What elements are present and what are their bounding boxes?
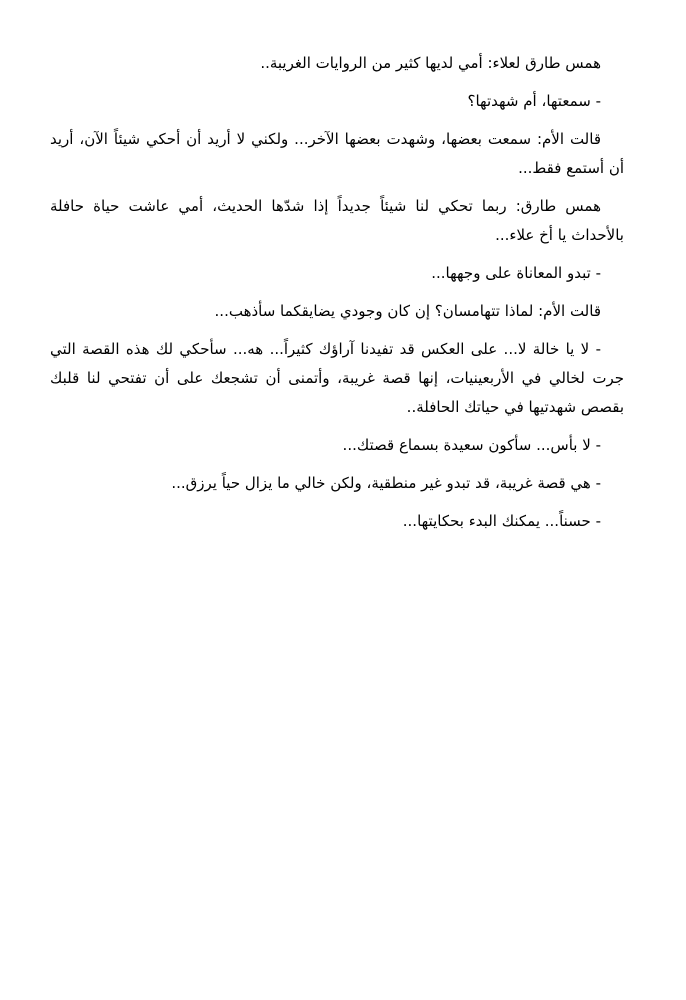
paragraph: قالت الأم: لماذا تتهامسان؟ إن كان وجودي يضايقكما سأذهب... bbox=[214, 302, 601, 320]
dialogue-line: - سمعتها، أم شهدتها؟ bbox=[467, 92, 601, 110]
story-text bbox=[50, 49, 624, 545]
paragraph: قالت الأم: سمعت بعضها، وشهدت بعضها الآخر... ولكني لا أريد أن أحكي شيئاً الآن، أريد أن أستمع فقط... bbox=[50, 130, 624, 177]
dialogue-line: - لا بأس... سأكون سعيدة بسماع قصتك... bbox=[342, 436, 601, 454]
paragraph: همس طارق لعلاء: أمي لديها كثير من الروايات الغريبة.. bbox=[260, 54, 601, 72]
paragraph: همس طارق: ربما تحكي لنا شيئاً جديداً إذا شدّها الحديث، أمي عاشت حياة حافلة بالأحداث يا أخ علاء... bbox=[50, 197, 624, 244]
dialogue-line: - تبدو المعاناة على وجهها... bbox=[431, 264, 601, 282]
dialogue-line: - هي قصة غريبة، قد تبدو غير منطقية، ولكن خالي ما يزال حياً يرزق... bbox=[171, 474, 601, 492]
dialogue-line: - حسناً... يمكنك البدء بحكايتها... bbox=[402, 512, 601, 530]
dialogue-line: - لا يا خالة لا... على العكس قد تفيدنا آراؤك كثيراً... هه... سأحكي لك هذه القصة التي جرت لخالي في الأربعينيات، إنها قصة غريبة، وأتمنى أن تشجعك على أن تفتحي لنا قلبك بقصص شهدتيها في حياتك الحافلة.. bbox=[50, 340, 624, 416]
